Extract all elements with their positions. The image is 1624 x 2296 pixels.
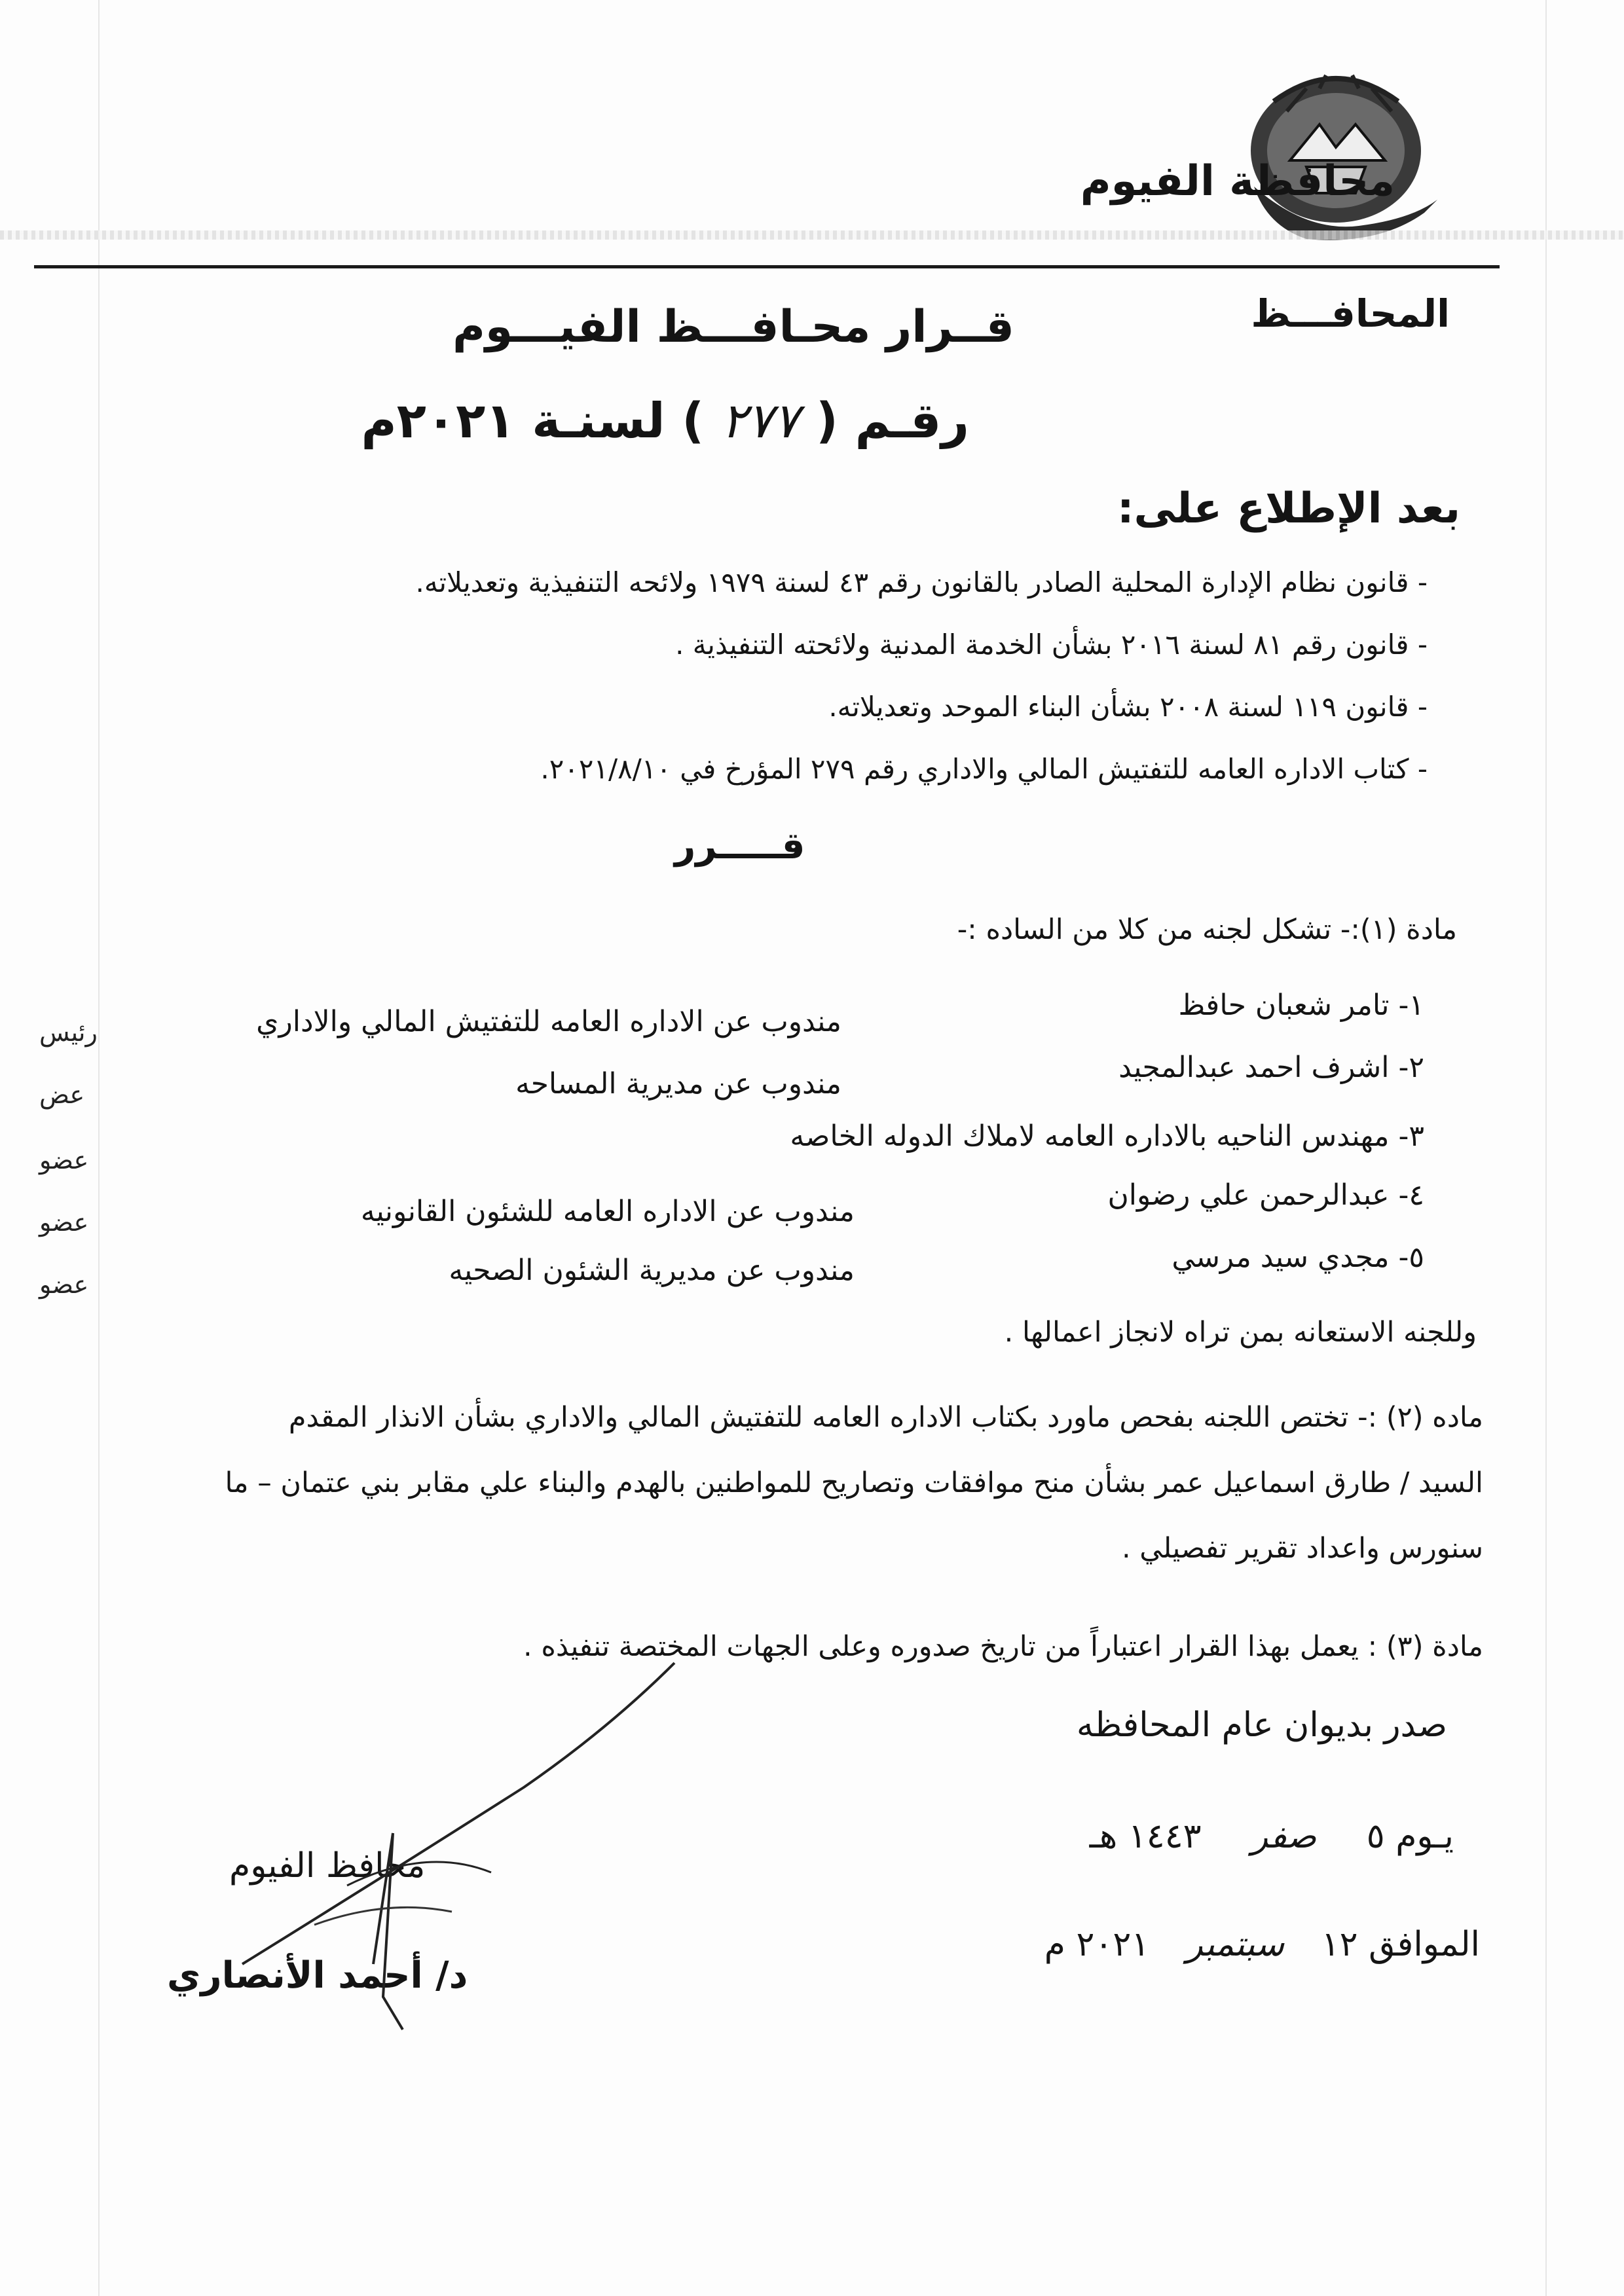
- article-1-footer: وللجنه الاستعانه بمن تراه لانجاز اعمالها .: [1004, 1316, 1477, 1349]
- member-role: مندوب عن الاداره العامه للشئون القانونيه: [360, 1195, 855, 1228]
- gregorian-month: سبتمبر: [1186, 1925, 1285, 1964]
- scan-artifact: [0, 230, 1624, 240]
- preamble-item: - قانون ١١٩ لسنة ٢٠٠٨ بشأن البناء الموحد وتعديلاته.: [828, 691, 1428, 723]
- preamble-item: - كتاب الاداره العامه للتفتيش المالي والاداري رقم ٢٧٩ المؤرخ في ٢٠٢١/٨/١٠.: [540, 753, 1428, 785]
- decision-number-suffix: ) لسنـة ٢٠٢١م: [361, 393, 705, 449]
- member-role: مندوب عن مديرية المساحه: [515, 1067, 841, 1101]
- gregorian-date: [1044, 1925, 1480, 1964]
- hijri-date: [1090, 1817, 1454, 1856]
- member-name: ٤- عبدالرحمن علي رضوان: [1107, 1178, 1424, 1212]
- hijri-day: يـوم ٥: [1366, 1817, 1454, 1856]
- decision-number-value: ٢٧٧: [721, 393, 800, 449]
- article-2-line: ماده (٢) :- تختص اللجنه بفحص ماورد بكتاب الاداره العامه للتفتيش المالي والاداري بشأن الانذار المقدم: [288, 1401, 1483, 1434]
- member-role: مندوب عن الاداره العامه للتفتيش المالي والاداري: [256, 1005, 841, 1038]
- member-title: رئيس: [39, 1018, 98, 1047]
- member-name: ٢- اشرف احمد عبدالمجيد: [1118, 1051, 1424, 1084]
- decision-number-prefix: رقـم (: [816, 393, 969, 449]
- preamble-item: - قانون نظام الإدارة المحلية الصادر بالقانون رقم ٤٣ لسنة ١٩٧٩ ولائحه التنفيذية وتعديلاته.: [415, 566, 1428, 598]
- decision-number: [361, 393, 969, 449]
- member-name: ١- تامر شعبان حافظ: [1178, 989, 1424, 1022]
- hijri-month: صفر: [1251, 1817, 1317, 1856]
- article-3: مادة (٣) : يعمل بهذا القرار اعتباراً من تاريخ صدوره وعلى الجهات المختصة تنفيذه .: [523, 1630, 1483, 1663]
- governorate-emblem: [1228, 62, 1444, 246]
- member-name: ٥- مجدي سيد مرسي: [1172, 1241, 1424, 1274]
- header-rule: [34, 265, 1500, 268]
- signatory-title: محافظ الفيوم: [229, 1846, 426, 1886]
- member-role: مندوب عن مديرية الشئون الصحيه: [449, 1254, 855, 1287]
- member-title: عضو: [39, 1208, 89, 1237]
- gregorian-day: الموافق ١٢: [1321, 1925, 1480, 1964]
- decision-title: قــرار محـافـــظ الفيـــوم: [452, 301, 1014, 353]
- preamble-heading: بعد الإطلاع على:: [1116, 484, 1460, 533]
- article-2-line: سنورس واعداد تقرير تفصيلي .: [1121, 1532, 1483, 1565]
- governorate-name: محافظة الفيوم: [1080, 157, 1395, 206]
- issued-at: صدر بديوان عام المحافظه: [1076, 1705, 1447, 1745]
- gregorian-year: ٢٠٢١ م: [1044, 1925, 1150, 1964]
- article-2-line: السيد / طارق اسماعيل عمر بشأن منح موافقات وتصاريح للمواطنين بالهدم والبناء علي مقابر بني عتمان – ما: [225, 1467, 1483, 1499]
- member-title: عض: [39, 1080, 85, 1109]
- article-1: مادة (١):- تشكل لجنه من كلا من الساده :-: [957, 913, 1457, 946]
- member-title: عضو: [39, 1270, 89, 1299]
- member-name: ٣- مهندس الناحيه بالاداره العامه لاملاك الدوله الخاصه: [790, 1120, 1424, 1153]
- hijri-year: ١٤٤٣ هـ: [1089, 1817, 1202, 1856]
- decided-heading: قـــــرر: [674, 825, 805, 867]
- preamble-item: - قانون رقم ٨١ لسنة ٢٠١٦ بشأن الخدمة المدنية ولائحته التنفيذية .: [675, 629, 1428, 661]
- office-label: المحافـــظ: [1251, 291, 1450, 336]
- handwritten-signature: [216, 1637, 714, 2056]
- signatory-name: د/ أحمد الأنصاري: [167, 1954, 468, 1997]
- member-title: عضو: [39, 1146, 89, 1175]
